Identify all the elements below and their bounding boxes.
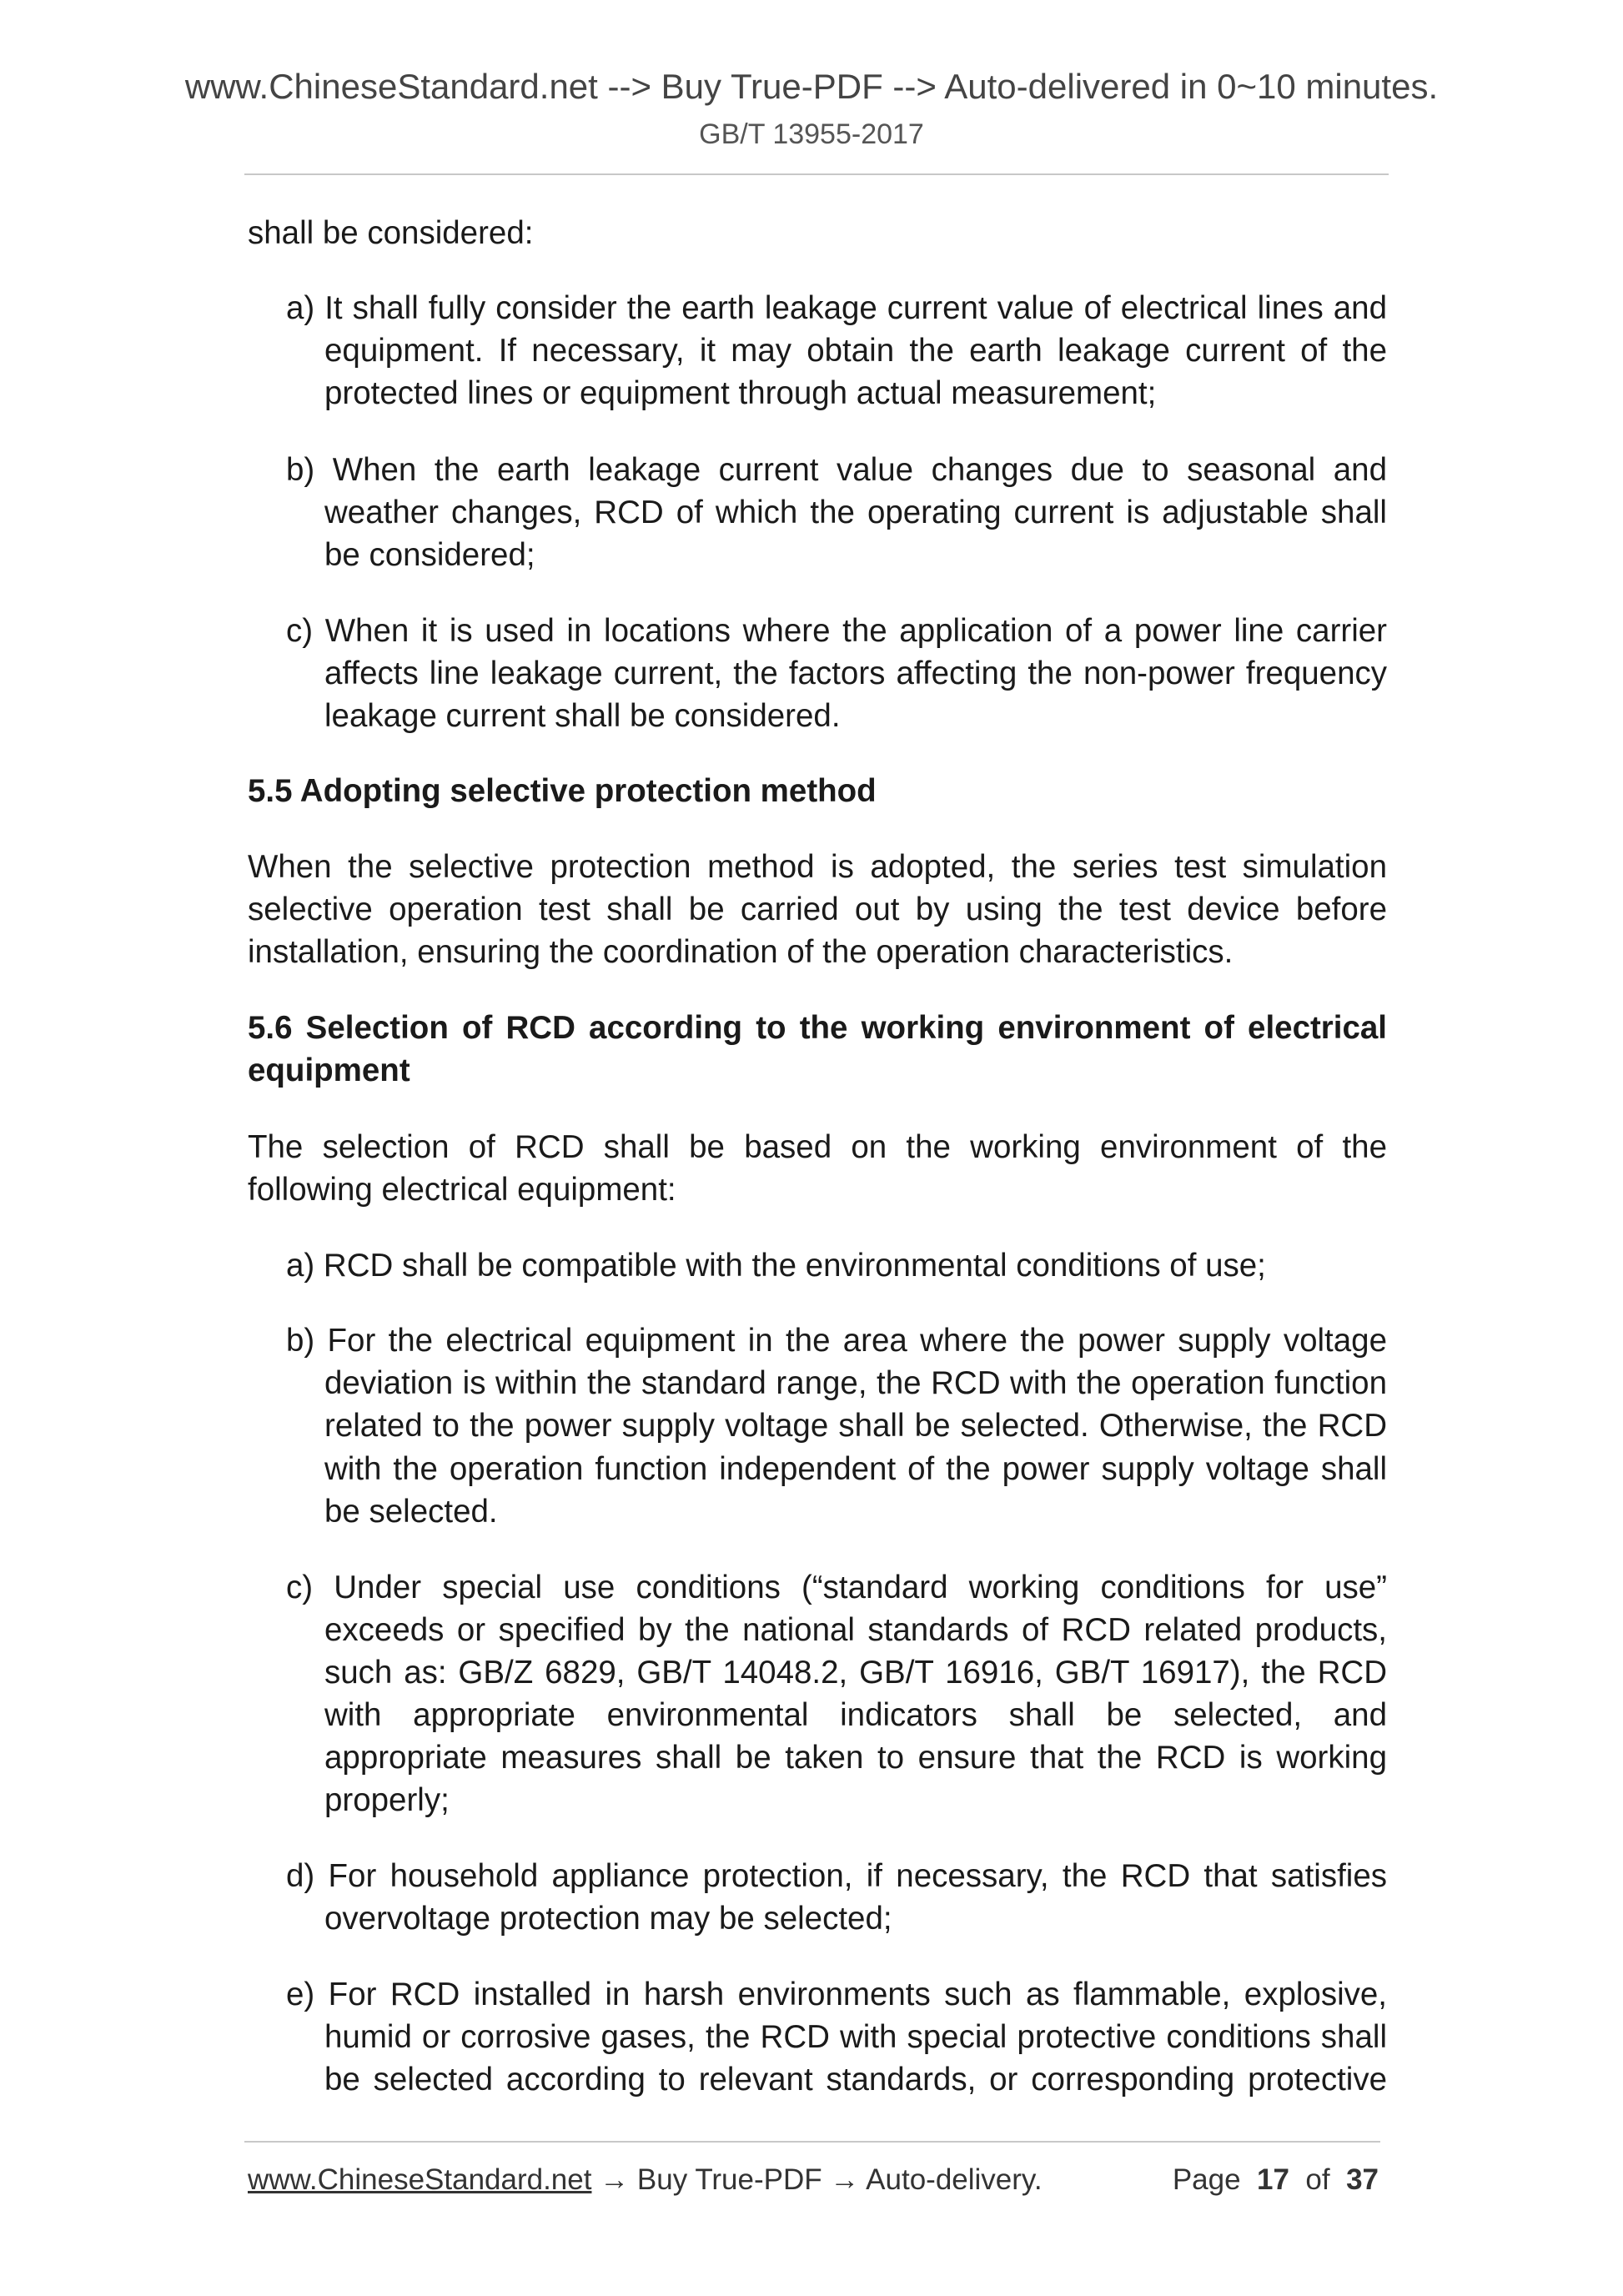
list-item-line: exceeds or specified by the national standards of RCD related products, <box>324 1612 1387 1648</box>
list-item-line: b) When the earth leakage current value changes due to seasonal and <box>286 452 1387 488</box>
header-banner: www.ChineseStandard.net --> Buy True-PDF --> Auto-delivered in 0~10 minutes. <box>184 67 1439 106</box>
page-footer <box>248 2163 1379 2197</box>
list-item-line: with the operation function independent of the power supply voltage shall <box>324 1451 1387 1487</box>
list-item-line: with appropriate environmental indicators shall be selected, and <box>324 1697 1387 1733</box>
list-item-line: protected lines or equipment through actual measurement; <box>324 375 1157 411</box>
list-item-line: humid or corrosive gases, the RCD with special protective conditions shall <box>324 2019 1387 2055</box>
list-item-line: be selected according to relevant standards, or corresponding protective <box>324 2062 1387 2098</box>
paragraph-line: following electrical equipment: <box>248 1172 676 1208</box>
page-indicator <box>1173 2163 1379 2197</box>
list-item-line: a) RCD shall be compatible with the environmental conditions of use; <box>286 1248 1266 1284</box>
intro-text: shall be considered: <box>248 215 534 251</box>
header-divider <box>244 173 1389 175</box>
paragraph-line: The selection of RCD shall be based on the working environment of the <box>248 1129 1387 1165</box>
list-item-line: d) For household appliance protection, if necessary, the RCD that satisfies <box>286 1858 1387 1894</box>
paragraph-line: When the selective protection method is adopted, the series test simulation <box>248 849 1387 885</box>
footer-divider <box>244 2141 1380 2143</box>
list-item-line: be considered; <box>324 537 535 573</box>
section-heading-5-5: 5.5 Adopting selective protection method <box>248 773 877 809</box>
list-item-line: e) For RCD installed in harsh environments such as flammable, explosive, <box>286 1977 1387 2012</box>
paragraph-line: selective operation test shall be carried out by using the test device before <box>248 892 1387 927</box>
list-item-line: overvoltage protection may be selected; <box>324 1901 892 1937</box>
list-item-line: be selected. <box>324 1494 498 1530</box>
list-item-line: properly; <box>324 1782 450 1818</box>
list-item-line: leakage current shall be considered. <box>324 698 841 734</box>
footer-tagline: → Buy True-PDF → Auto-delivery. <box>591 2163 1043 2196</box>
page-label: Page <box>1172 2163 1241 2196</box>
list-item-line: c) Under special use conditions (“standard working conditions for use” <box>286 1570 1387 1605</box>
footer-website-link[interactable]: www.ChineseStandard.net <box>248 2163 592 2196</box>
heading-line: 5.6 Selection of RCD according to the working environment of electrical <box>248 1010 1387 1046</box>
list-item-line: weather changes, RCD of which the operating current is adjustable shall <box>324 495 1387 530</box>
list-item-line: b) For the electrical equipment in the area where the power supply voltage <box>286 1323 1387 1359</box>
list-item-line: c) When it is used in locations where the application of a power line carrier <box>286 613 1387 649</box>
list-item-line: deviation is within the standard range, the RCD with the operation function <box>324 1365 1387 1401</box>
paragraph-line: installation, ensuring the coordination of the operation characteristics. <box>248 934 1234 970</box>
list-item-line: a) It shall fully consider the earth leakage current value of electrical lines and <box>286 290 1387 326</box>
of-label: of <box>1305 2163 1330 2196</box>
total-pages: 37 <box>1346 2163 1379 2196</box>
document-code: GB/T 13955-2017 <box>699 118 924 150</box>
list-item-line: such as: GB/Z 6829, GB/T 14048.2, GB/T 16916, GB/T 16917), the RCD <box>324 1655 1387 1691</box>
page-number: 17 <box>1257 2163 1289 2196</box>
list-item-line: appropriate measures shall be taken to ensure that the RCD is working <box>324 1740 1387 1776</box>
list-item-line: affects line leakage current, the factors affecting the non-power frequency <box>324 656 1387 691</box>
list-item-line: related to the power supply voltage shall be selected. Otherwise, the RCD <box>324 1408 1387 1444</box>
list-item-line: equipment. If necessary, it may obtain the earth leakage current of the <box>324 333 1387 369</box>
heading-line: equipment <box>248 1053 410 1088</box>
